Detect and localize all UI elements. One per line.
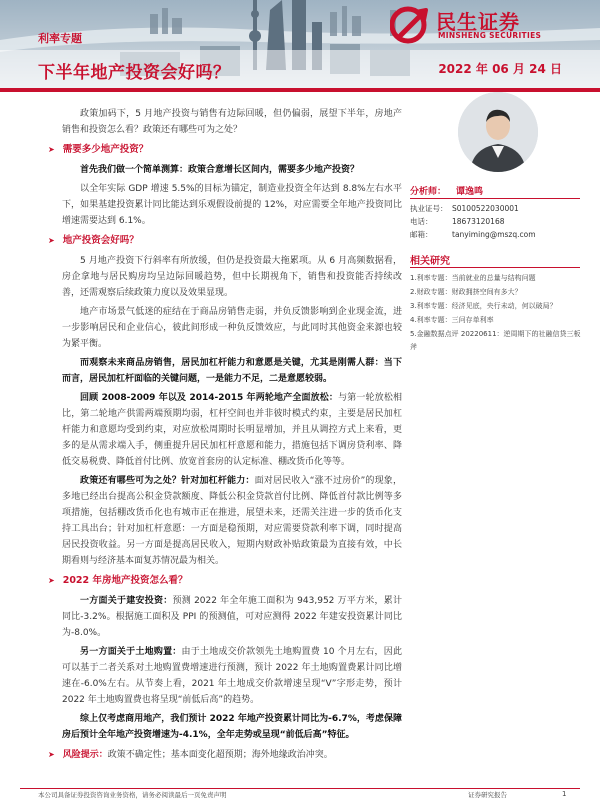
analyst-name-row — [410, 184, 582, 197]
header-red-band — [0, 88, 600, 92]
divider — [410, 267, 580, 268]
section-heading: ➤ 需要多少地产投资？ — [48, 142, 402, 158]
section-heading: ➤ 2022 年房地产投资怎么看？ — [48, 573, 402, 589]
analyst-photo — [458, 92, 538, 172]
paragraph: 一方面关于建安投资：预测 2022 年全年施工面积为 943,952 万平方米，累计同比-3.2%。根据施工面积及 PPI 的预测值，可对应测得 2022 年建安投资累计同比为-8.0%。 — [62, 596, 402, 638]
analyst-email[interactable]: tanyiming@mszq.com — [452, 230, 536, 239]
related-research-item[interactable]: 4.利率专题：三问存单利率 — [410, 316, 494, 324]
report-topic: 利率专题 — [38, 32, 82, 45]
report-header — [0, 0, 600, 92]
intro-paragraph: 政策加码下，5 月地产投资与销售有边际回暖，但仍偏弱，展望下半年，房地产销售和投资怎么看？政策还有哪些可为之处？ — [62, 109, 402, 135]
logo-text-cn: 民生证券 — [436, 10, 520, 34]
arrow-icon: ➤ — [48, 236, 55, 245]
paragraph: 而观察未来商品房销售，居民加杠杆能力和意愿是关键，尤其是刚需人群：当下而言，居民加杠杆面临的关键问题，一是能力不足，二是意愿较弱。 — [62, 358, 402, 384]
report-body — [48, 106, 402, 767]
paragraph: 综上仅考虑商用地产，我们预计 2022 年地产投资累计同比为-6.7%，考虑保障房后预计全年地产投资增速为-4.1%，全年走势或呈现“前低后高”特征。 — [62, 714, 402, 740]
footer-divider — [20, 788, 580, 789]
analyst-info — [410, 202, 536, 241]
related-research-list — [410, 272, 582, 355]
report-date: 2022 年 06 月 24 日 — [438, 62, 562, 76]
company-logo — [386, 4, 586, 46]
analyst-name: 谭逸鸣 — [456, 187, 484, 197]
divider — [410, 198, 580, 199]
arrow-icon: ➤ — [48, 576, 55, 585]
risk-warning: ➤ 风险提示： 政策不确定性；基本面变化超预期；海外地缘政治冲突。 — [48, 747, 402, 763]
analyst-info-row: 电话： 18673120168 — [410, 217, 505, 226]
logo-text-en: MINSHENG SECURITIES — [438, 31, 542, 40]
analyst-avatar-icon — [458, 92, 538, 172]
analyst-label: 分析师： — [410, 187, 447, 197]
arrow-icon: ➤ — [48, 750, 55, 759]
logo-mark-icon — [390, 6, 434, 44]
paragraph: 地产市场景气低迷的症结在于商品房销售走弱，并负反馈影响到企业现金流，进一步影响居民和企业信心，彼此间形成一种负反馈效应，与此同时其他资金来源也较为紧平衡。 — [62, 307, 402, 349]
paragraph: 政策还有哪些可为之处？针对加杠杆能力：面对居民收入“涨不过房价”的现象，多地已经出台提高公积金贷款额度、降低公积金贷款首付比例、降低首付款比例等多项措施，包括棚改货币化也有城市正在推进，展望未来，还需关注进一步的货币化支持工具出台；针对加杠杆意愿：一方面是稳预期，对应需要贷款利率下调，同时提高居民投资收益。另一方面是提高居民收入，短期内财政补贴政策最为直接有效，中长期看则与经济基本面复苏情况最为相关。 — [62, 476, 402, 566]
paragraph: 回顾 2008-2009 年以及 2014-2015 年两轮地产全面放松：与第一轮放松相比，第二轮地产供需两端预期均弱，杠杆空间也并非彼时模式约束，主要是居民加杠杆能力和意愿均受到约束，对应放松周期时长明显增加，并且从调控方式上来看，更多的是从需求端入手，侧重提升居民加杠杆意愿和能力，措施包括下调房贷利率、降低交易税费、降低首付比例、放宽首套房的认定标准、棚改货币化等等。 — [62, 393, 402, 467]
arrow-icon: ➤ — [48, 145, 55, 154]
footer-disclaimer: 本公司具备证券投资咨询业务资格，请务必阅读最后一页免责声明 — [38, 791, 227, 799]
paragraph: 首先我们做一个简单测算：政策合意增长区间内，需要多少地产投资？ — [80, 165, 360, 175]
related-research-title: 相关研究 — [410, 256, 450, 267]
related-research-item[interactable]: 1.利率专题：当前就业的总量与结构问题 — [410, 274, 536, 282]
paragraph: 以全年实际 GDP 增速 5.5%的目标为锚定，制造业投资全年达到 8.8%左右水平下，如果基建投资累计同比能达到乐观假设前提的 12%，对应需要全年地产投资同比增速需要达到 6.1%。 — [62, 184, 402, 226]
footer-report-type: 证券研究报告 — [468, 791, 507, 799]
analyst-info-row: 执业证号： S0100522030001 — [410, 204, 519, 213]
paragraph: 5 月地产投资下行斜率有所放缓，但仍是投资最大拖累项。从 6 月高频数据看，房企拿地与居民购房均呈边际回暖趋势，但中长期视角下，销售和投资能否持续改善，还需观察后续政策力度以及效果显现。 — [62, 256, 402, 298]
section-heading: ➤ 地产投资会好吗？ — [48, 233, 402, 249]
related-research-item[interactable]: 3.利率专题：经济见底，央行未动，何以破局？ — [410, 302, 557, 310]
related-research-item[interactable]: 5.金融数据点评 20220611：逆周期下的社融信贷三板斧 — [410, 330, 581, 351]
report-title: 下半年地产投资会好吗？ — [38, 63, 231, 83]
related-research-item[interactable]: 2.财政专题：财政拥挤空间有多大？ — [410, 288, 522, 296]
paragraph: 另一方面关于土地购置：由于土地成交价款领先土地购置费 10 个月左右，因此可以基于二者关系对土地购置费增速进行预测，预计 2022 年土地购置费累计同比增速在-6.0%左右。从节奏上看，2021 年土地成交价款增速呈现“V”字形走势，预计 2022 年土地购置费也将呈现“前低后高”的趋势。 — [62, 647, 402, 705]
analyst-info-row: 邮箱： tanyiming@mszq.com — [410, 230, 536, 239]
page-number: 1 — [562, 790, 567, 798]
